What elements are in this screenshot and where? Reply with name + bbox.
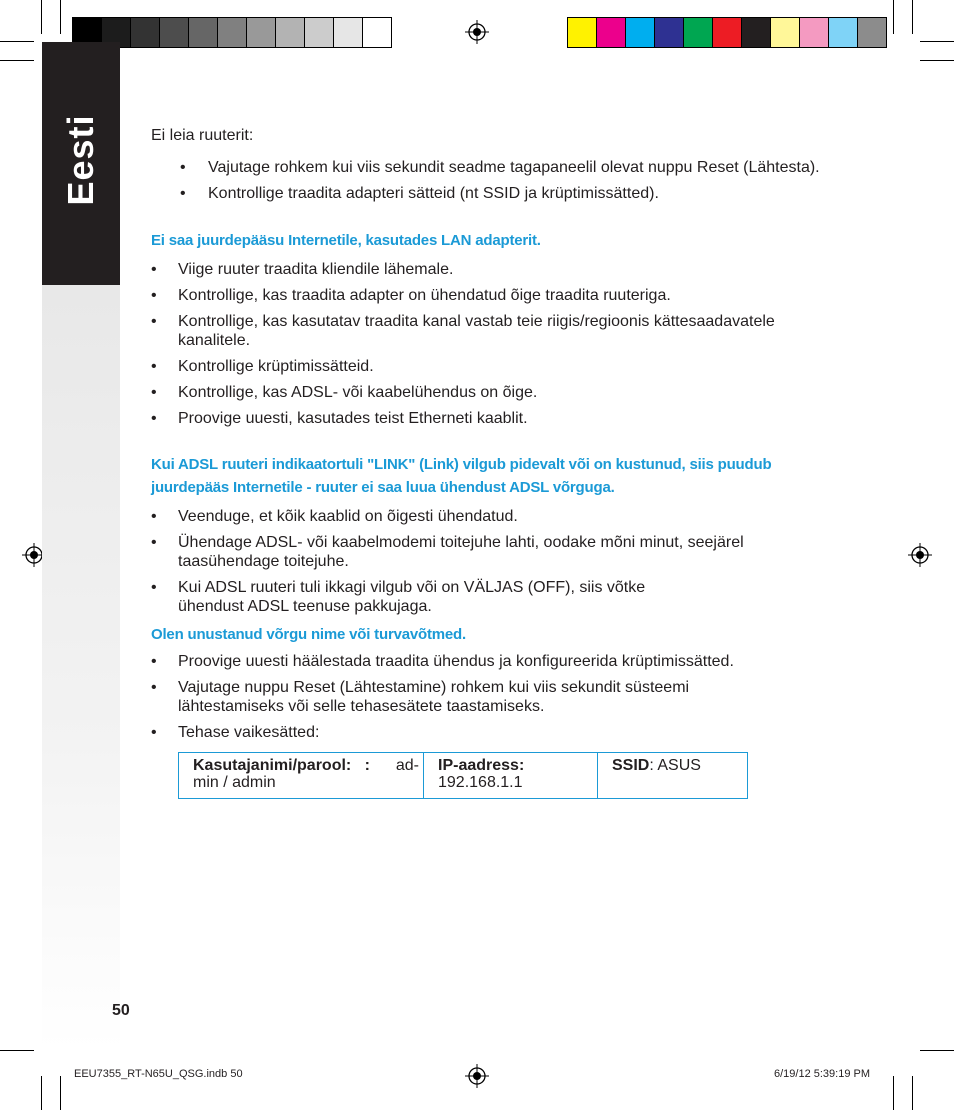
intro-bullet-list — [151, 158, 831, 203]
list-item: • Veenduge, et kõik kaablid on õigesti ühendatud. — [151, 508, 518, 525]
bullet-icon: • — [151, 313, 157, 330]
color-swatch — [713, 18, 742, 47]
list-item: • Kontrollige traadita adapteri sätteid (nt SSID ja krüptimissätted). — [180, 185, 659, 202]
crop-mark — [920, 41, 954, 42]
section3-bullet-list — [151, 652, 831, 742]
factory-defaults-table — [178, 752, 748, 799]
registration-mark-icon — [908, 543, 932, 567]
bullet-icon: • — [151, 653, 157, 670]
color-swatch — [189, 18, 218, 47]
list-item: • Kui ADSL ruuteri tuli ikkagi vilgub või on VÄLJAS (OFF), siis võtke ühendust ADSL teenuse pakkujaga. — [151, 579, 646, 615]
crop-mark — [920, 60, 954, 61]
ssid-value: : ASUS — [649, 757, 701, 774]
list-item: • Kontrollige krüptimissätteid. — [151, 358, 374, 375]
list-item: • Proovige uuesti häälestada traadita ühendus ja konfigureerida krüptimissätted. — [151, 653, 734, 670]
ip-address-label: IP-aadress: — [438, 757, 525, 774]
color-swatch — [218, 18, 247, 47]
footer-file-info: EEU7355_RT-N65U_QSG.indb 50 — [74, 1068, 243, 1080]
bullet-icon: • — [151, 579, 157, 596]
ssid-label: SSID — [612, 757, 650, 774]
list-item: • Kontrollige, kas traadita adapter on ühendatud õige traadita ruuteriga. — [151, 287, 671, 304]
bullet-icon: • — [151, 384, 157, 401]
footer-timestamp: 6/19/12 5:39:19 PM — [774, 1068, 871, 1080]
list-item: • Tehase vaikesätted: — [151, 724, 320, 741]
color-swatch — [858, 18, 886, 47]
crop-mark — [893, 1076, 894, 1110]
color-swatch — [684, 18, 713, 47]
list-item: • Kontrollige, kas kasutatav traadita kanal vastab teie riigis/regioonis kättesaadavatele kanalitele. — [151, 313, 775, 349]
credentials-label: Kasutajanimi/parool: : — [193, 757, 370, 774]
color-swatch — [800, 18, 829, 47]
color-swatch — [160, 18, 189, 47]
list-item: • Ühendage ADSL- või kaabelmodemi toitejuhe lahti, oodake mõni minut, seejärel taasühendage toitejuhe. — [151, 534, 744, 570]
crop-mark — [0, 60, 34, 61]
color-swatch — [829, 18, 858, 47]
crop-mark — [0, 41, 34, 42]
bullet-icon: • — [151, 508, 157, 525]
process-color-bar — [567, 17, 887, 48]
crop-mark — [0, 1050, 34, 1051]
crop-mark — [60, 0, 61, 34]
color-swatch — [655, 18, 684, 47]
bullet-icon: • — [180, 185, 186, 202]
color-swatch — [363, 18, 391, 47]
page-number: 50 — [112, 1002, 130, 1019]
bullet-icon: • — [151, 261, 157, 278]
section-heading: Ei saa juurdepääsu Internetile, kasutades LAN adapterit. — [151, 232, 541, 249]
table-cell-credentials — [179, 753, 424, 798]
list-item: • Vajutage nuppu Reset (Lähtestamine) rohkem kui viis sekundit süsteemi lähtestamiseks või selle tehasesätete taastamiseks. — [151, 679, 690, 715]
color-swatch — [131, 18, 160, 47]
list-item: • Kontrollige, kas ADSL- või kaabelühendus on õige. — [151, 384, 538, 401]
bullet-icon: • — [151, 410, 157, 427]
language-tab-label: Eesti — [60, 114, 101, 206]
side-margin-gradient — [42, 285, 120, 1050]
section1-bullet-list — [151, 260, 831, 428]
intro-text: Ei leia ruuterit: — [151, 127, 254, 144]
color-swatch — [597, 18, 626, 47]
crop-mark — [893, 0, 894, 34]
grayscale-color-bar — [72, 17, 392, 48]
color-swatch — [626, 18, 655, 47]
crop-mark — [912, 1076, 913, 1110]
crop-mark — [60, 1076, 61, 1110]
bullet-icon: • — [151, 679, 157, 696]
color-swatch — [276, 18, 305, 47]
bullet-icon: • — [151, 724, 157, 741]
table-cell-ssid — [598, 753, 747, 798]
section-heading: Kui ADSL ruuteri indikaatortuli "LINK" (Link) vilgub pidevalt või on kustunud, siis puudub — [151, 456, 772, 473]
color-swatch — [247, 18, 276, 47]
crop-mark — [41, 1076, 42, 1110]
credentials-value-continued: min / admin — [193, 774, 276, 791]
color-swatch — [334, 18, 363, 47]
list-item: • Viige ruuter traadita kliendile lähemale. — [151, 261, 454, 278]
section-heading: juurdepääs Internetile - ruuter ei saa luua ühendust ADSL võrguga. — [151, 479, 615, 496]
color-swatch — [742, 18, 771, 47]
table-cell-ip-address — [424, 753, 598, 798]
color-swatch — [568, 18, 597, 47]
color-swatch — [771, 18, 800, 47]
bullet-icon: • — [151, 534, 157, 551]
crop-mark — [920, 1050, 954, 1051]
credentials-value: ad- — [395, 757, 419, 774]
color-swatch — [305, 18, 334, 47]
registration-mark-icon — [465, 1064, 489, 1088]
section2-bullet-list — [151, 507, 831, 616]
registration-mark-icon — [465, 20, 489, 44]
list-item: • Proovige uuesti, kasutades teist Etherneti kaablit. — [151, 410, 528, 427]
bullet-icon: • — [151, 287, 157, 304]
ip-address-value: 192.168.1.1 — [438, 774, 523, 791]
crop-mark — [912, 0, 913, 34]
list-item: • Vajutage rohkem kui viis sekundit seadme tagapaneelil olevat nuppu Reset (Lähtesta). — [180, 159, 820, 176]
bullet-icon: • — [180, 159, 186, 176]
section-heading: Olen unustanud võrgu nime või turvavõtmed. — [151, 626, 466, 643]
crop-mark — [41, 0, 42, 34]
bullet-icon: • — [151, 358, 157, 375]
main-content — [151, 126, 831, 749]
